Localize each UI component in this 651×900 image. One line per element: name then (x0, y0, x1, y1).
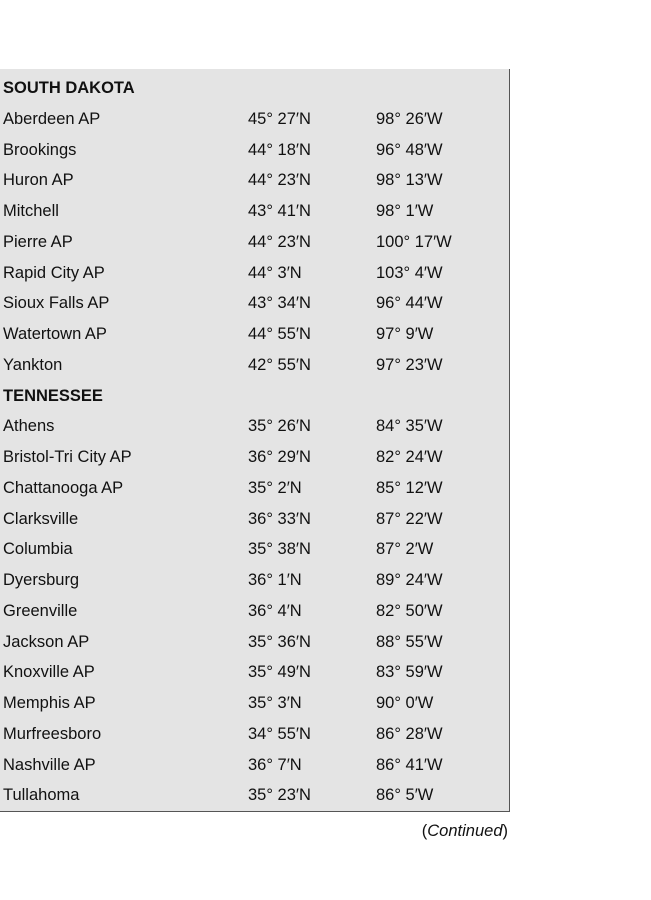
station-name: Bristol-Tri City AP (3, 448, 132, 466)
longitude: 90° 0′W (376, 694, 434, 712)
continued-label: Continued (427, 822, 503, 840)
station-name: Tullahoma (3, 786, 80, 805)
state-name: SOUTH DAKOTA (3, 79, 135, 97)
latitude: 36° 33′N (248, 509, 311, 528)
station-name: Jackson AP (3, 632, 90, 651)
station-name: Aberdeen AP (3, 109, 101, 128)
latitude: 35° 26′N (248, 417, 311, 436)
longitude: 86° 41′W (376, 755, 443, 774)
table-row (0, 510, 509, 540)
longitude: 100° 17′W (376, 232, 452, 251)
station-name: Dyersburg (3, 571, 80, 589)
table-row (0, 540, 509, 570)
latitude: 35° 2′N (248, 478, 302, 497)
table-row (0, 694, 509, 724)
table-row (0, 202, 509, 232)
table-row (0, 602, 509, 632)
latitude: 43° 34′N (248, 294, 311, 313)
station-name: Knoxville AP (3, 663, 95, 682)
station-name: Brookings (3, 140, 77, 159)
coordinates-table (0, 69, 510, 812)
longitude: 96° 48′W (376, 140, 443, 159)
longitude: 88° 55′W (376, 632, 443, 651)
station-name: Watertown AP (3, 325, 107, 343)
table-row (0, 725, 509, 755)
station-name: Memphis AP (3, 694, 96, 712)
latitude: 36° 1′N (248, 571, 302, 589)
table-row (0, 110, 509, 140)
table-row (0, 571, 509, 601)
latitude: 44° 18′N (248, 140, 311, 159)
table-row (0, 141, 509, 171)
latitude: 36° 29′N (248, 448, 311, 466)
state-heading (0, 79, 509, 109)
table-row (0, 325, 509, 355)
table-row (0, 756, 509, 786)
table-row (0, 264, 509, 294)
station-name: Athens (3, 417, 55, 436)
station-name: Nashville AP (3, 755, 96, 774)
longitude: 103° 4′W (376, 263, 443, 282)
longitude: 98° 1′W (376, 202, 434, 220)
table-row (0, 633, 509, 663)
station-name: Chattanooga AP (3, 478, 124, 497)
latitude: 35° 49′N (248, 663, 311, 682)
longitude: 89° 24′W (376, 571, 443, 589)
latitude: 44° 23′N (248, 171, 311, 190)
station-name: Greenville (3, 601, 78, 620)
latitude: 35° 36′N (248, 632, 311, 651)
longitude: 86° 5′W (376, 786, 434, 805)
table-row (0, 448, 509, 478)
station-name: Huron AP (3, 171, 74, 190)
latitude: 35° 3′N (248, 694, 302, 712)
state-name: TENNESSEE (3, 386, 103, 405)
table-row (0, 786, 509, 816)
station-name: Sioux Falls AP (3, 294, 110, 313)
table-row (0, 356, 509, 386)
longitude: 86° 28′W (376, 724, 443, 743)
latitude: 44° 23′N (248, 232, 311, 251)
latitude: 44° 3′N (248, 263, 302, 282)
longitude: 98° 26′W (376, 109, 443, 128)
state-heading (0, 387, 509, 417)
continued-note: (Continued) (421, 822, 508, 840)
longitude: 82° 50′W (376, 601, 443, 620)
longitude: 87° 22′W (376, 509, 443, 528)
table-row (0, 479, 509, 509)
station-name: Mitchell (3, 202, 59, 220)
latitude: 43° 41′N (248, 202, 311, 220)
latitude: 44° 55′N (248, 325, 311, 343)
longitude: 96° 44′W (376, 294, 443, 313)
station-name: Pierre AP (3, 232, 73, 251)
longitude: 97° 9′W (376, 325, 434, 343)
table-row (0, 417, 509, 447)
station-name: Yankton (3, 355, 63, 374)
longitude: 84° 35′W (376, 417, 443, 436)
latitude: 42° 55′N (248, 355, 311, 374)
station-name: Rapid City AP (3, 263, 105, 282)
latitude: 36° 4′N (248, 601, 302, 620)
latitude: 35° 38′N (248, 540, 311, 559)
table-row (0, 171, 509, 201)
station-name: Columbia (3, 540, 73, 559)
longitude: 82° 24′W (376, 448, 443, 466)
table-row (0, 294, 509, 324)
longitude: 85° 12′W (376, 478, 443, 497)
station-name: Murfreesboro (3, 724, 102, 743)
latitude: 34° 55′N (248, 724, 311, 743)
latitude: 36° 7′N (248, 755, 302, 774)
latitude: 35° 23′N (248, 786, 311, 805)
longitude: 87° 2′W (376, 540, 434, 559)
latitude: 45° 27′N (248, 109, 311, 128)
table-row (0, 663, 509, 693)
station-name: Clarksville (3, 509, 79, 528)
longitude: 98° 13′W (376, 171, 443, 190)
longitude: 97° 23′W (376, 355, 443, 374)
longitude: 83° 59′W (376, 663, 443, 682)
table-row (0, 233, 509, 263)
